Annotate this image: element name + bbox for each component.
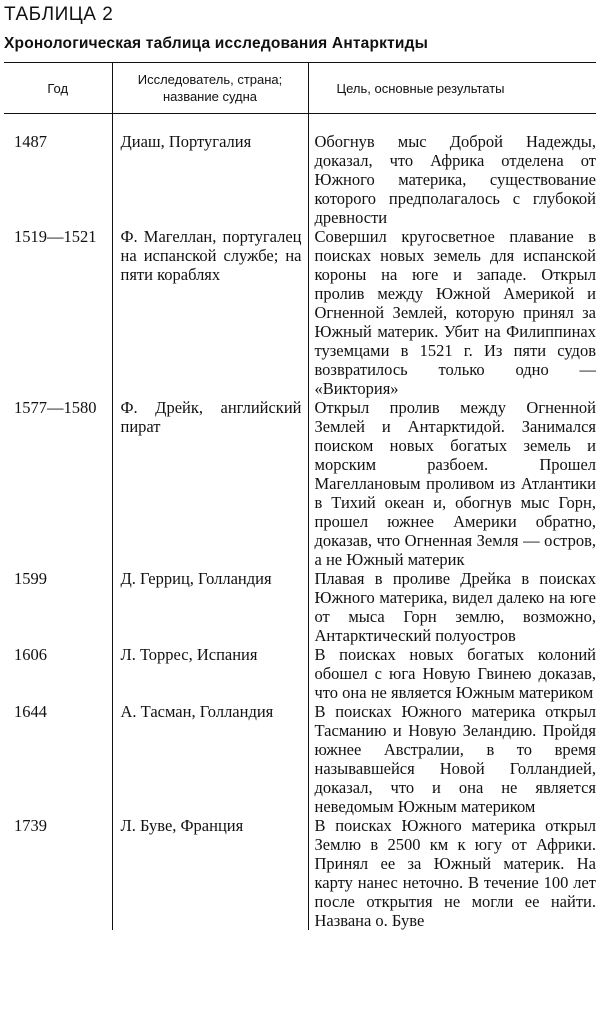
cell-result: Открыл пролив между Огненной Землей и Антарктидой. Занимался поиском новых богатых земель и морским разбоем. Прошел Магеллановым проливом из Атлантики в Тихий океан и, обогнув мыс Горн, прошел южнее Америки обратно, доказав, что Огненная Земля — остров, а не Южный материк [308, 398, 596, 569]
cell-explorer: Диаш, Португалия [112, 114, 308, 228]
table-row [4, 569, 596, 645]
table-title: Хронологическая таблица исследования Антарктиды [4, 35, 429, 52]
table-row [4, 398, 596, 569]
cell-explorer: Л. Буве, Франция [112, 816, 308, 930]
table-number: ТАБЛИЦА 2 [4, 4, 114, 25]
header-result: Цель, основные результаты [308, 63, 596, 114]
cell-result: В поисках Южного материка открыл Землю в 2500 км к югу от Африки. Принял ее за Южный материк. На карту нанес неточно. В течение 100 лет после открытия не могли ее найти. Названа о. Буве [308, 816, 596, 930]
table-row [4, 114, 596, 228]
cell-result: В поисках Южного материка открыл Тасманию и Новую Зеландию. Пройдя южнее Австралии, в то время называвшейся Новой Голландией, доказал, что и она не является неведомым Южным материком [308, 702, 596, 816]
table-row [4, 702, 596, 816]
cell-explorer: Д. Герриц, Голландия [112, 569, 308, 645]
header-explorer-line1: Исследователь, страна; [137, 72, 283, 87]
cell-result: Плавая в проливе Дрейка в поисках Южного материка, видел далеко на юге от мыса Горн землю, возможно, Антарктический полуостров [308, 569, 596, 645]
cell-year: 1599 [14, 569, 47, 588]
cell-year: 1606 [14, 645, 47, 664]
cell-year: 1577—1580 [14, 398, 97, 417]
cell-result: Обогнув мыс Доброй Надежды, доказал, что Африка отделена от Южного материка, существование которого предполагалось с глубокой древности [308, 114, 596, 228]
cell-result: Совершил кругосветное плавание в поисках новых земель для испанской короны на юге и западе. Открыл пролив между Южной Америкой и Огненной Землей, которую принял за Южный материк. Убит на Филиппинах туземцами в 1521 г. Из пяти судов возвратилось только одно — «Виктория» [308, 227, 596, 398]
cell-result: В поисках новых богатых колоний обошел с юга Новую Гвинею доказав, что она не является Южным материком [308, 645, 596, 702]
cell-explorer: А. Тасман, Голландия [112, 702, 308, 816]
table-row [4, 816, 596, 930]
chronology-table [4, 62, 596, 930]
cell-year: 1739 [14, 816, 47, 835]
cell-year: 1487 [14, 132, 47, 151]
cell-explorer: Л. Торрес, Испания [112, 645, 308, 702]
cell-year: 1519—1521 [14, 227, 97, 246]
cell-year: 1644 [14, 702, 47, 721]
header-explorer-line2: название судна [162, 89, 258, 104]
cell-explorer: Ф. Магеллан, португалец на испанской службе; на пяти кораблях [112, 227, 308, 398]
cell-explorer: Ф. Дрейк, английский пират [112, 398, 308, 569]
table-row [4, 227, 596, 398]
header-explorer [112, 63, 308, 114]
table-row [4, 645, 596, 702]
header-year: Год [4, 63, 112, 114]
header-row [4, 63, 596, 114]
